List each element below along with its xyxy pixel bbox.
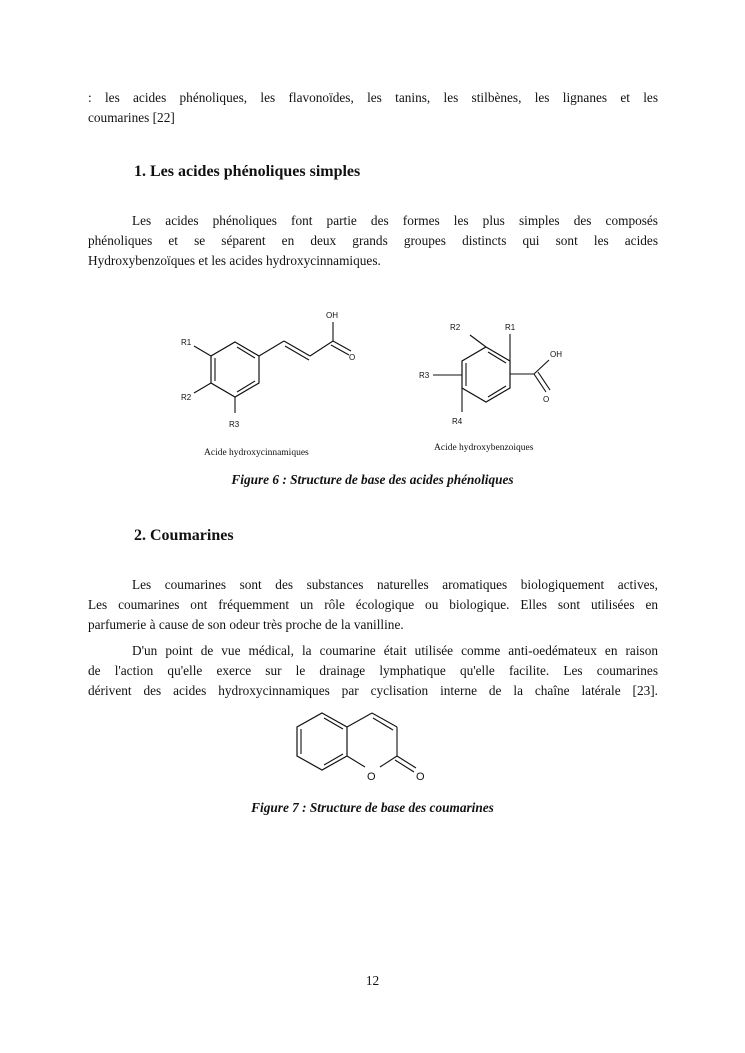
section-1-paragraph (88, 211, 658, 271)
figure-7-caption: Figure 7 : Structure de base des coumarines (251, 800, 494, 815)
section-2-p1-line-3: parfumerie à cause de son odeur très proche de la vanilline. (88, 617, 404, 632)
section-1-line-1: Les acides phénoliques font partie des formes les plus simples des composés (132, 213, 658, 228)
cinnamic-o-label: O (349, 353, 356, 362)
cinnamic-r3-label: R3 (229, 420, 240, 429)
section-1-line-2: phénoliques et se séparent en deux grands groupes distincts qui sont les acides (88, 233, 658, 248)
intro-paragraph (88, 88, 658, 128)
figure-6-structures (0, 300, 745, 470)
section-1-heading: 1. Les acides phénoliques simples (134, 163, 361, 180)
section-1-line-3: Hydroxybenzoïques et les acides hydroxycinnamiques. (88, 253, 381, 268)
cinnamic-r1-label: R1 (181, 338, 192, 347)
page-number: 12 (365, 973, 380, 988)
benzoic-r2-label: R2 (450, 323, 461, 332)
cinnamic-caption: Acide hydroxycinnamiques (204, 448, 309, 458)
section-2-paragraph-2 (88, 641, 658, 701)
hydroxybenzoic-acid-structure (419, 323, 562, 453)
benzoic-r4-label: R4 (452, 417, 463, 426)
figure-7-coumarin-structure (0, 705, 745, 795)
section-2-p2-line-1: D'un point de vue médical, la coumarine était utilisée comme anti-oedémateux en raison (132, 643, 658, 658)
benzoic-oh-label: OH (550, 350, 562, 359)
hydroxycinnamic-acid-structure (181, 311, 355, 458)
benzoic-caption: Acide hydroxybenzoiques (434, 443, 534, 453)
intro-line-1: : les acides phénoliques, les flavonoïdes, les tanins, les stilbènes, les lignanes et les (88, 90, 658, 105)
benzoic-o-label: O (543, 395, 550, 404)
intro-line-2: coumarines [22] (88, 110, 175, 125)
section-2-p1-line-1: Les coumarines sont des substances naturelles aromatiques biologiquement actives, (132, 577, 658, 592)
section-2-p2-line-2: de l'action qu'elle exerce sur le drainage lymphatique qu'elle facilite. Les coumarines (88, 663, 658, 678)
cinnamic-oh-label: OH (326, 311, 338, 320)
ring-oxygen-label: O (367, 771, 376, 783)
benzoic-r1-label: R1 (505, 323, 516, 332)
carbonyl-oxygen-label: O (416, 771, 425, 783)
cinnamic-r2-label: R2 (181, 393, 192, 402)
section-2-p2-line-3: dérivent des acides hydroxycinnamiques par cyclisation interne de la chaîne latérale [23]. (88, 683, 658, 698)
section-2-paragraph-1 (88, 575, 658, 635)
section-2-p1-line-2: Les coumarines ont fréquemment un rôle écologique ou biologique. Elles sont utilisées en (88, 597, 658, 612)
benzoic-r3-label: R3 (419, 371, 430, 380)
figure-6-caption: Figure 6 : Structure de base des acides phénoliques (231, 472, 514, 487)
section-2-heading: 2. Coumarines (134, 527, 234, 544)
